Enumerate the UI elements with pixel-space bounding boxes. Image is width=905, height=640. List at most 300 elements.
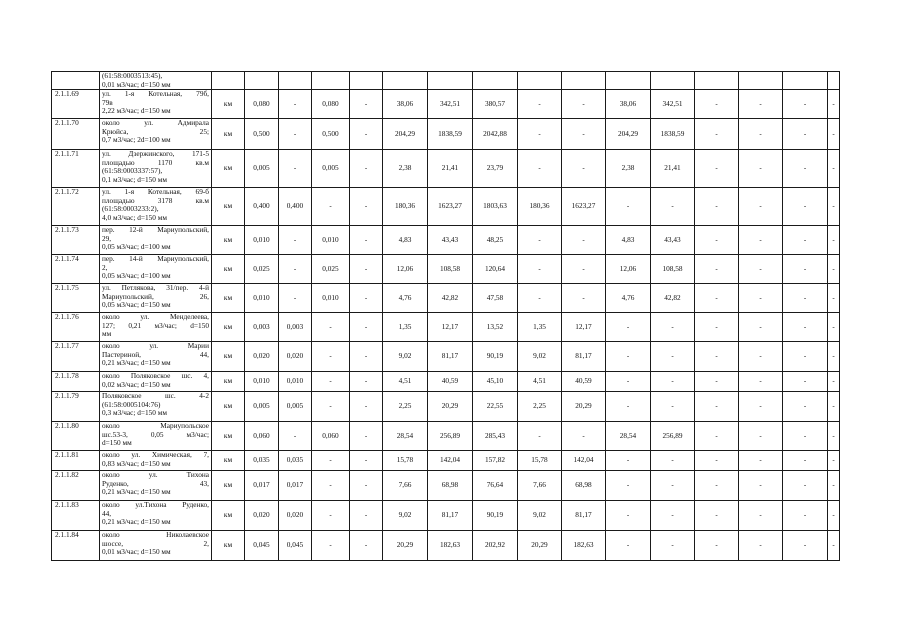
row-value-cell: 0,060 [312,422,350,451]
row-value-cell: - [783,90,828,119]
row-code-cell: 2.1.1.84 [52,531,100,561]
row-value-cell: - [695,372,739,392]
row-value-cell: - [783,501,828,531]
row-value-cell: - [739,451,783,471]
row-value-cell: - [651,342,695,372]
row-value-cell: 0,025 [312,255,350,284]
row-value-cell: - [828,90,840,119]
description-line: 0,3 м3/час; d=150 мм [102,408,168,418]
row-value-cell: - [518,255,562,284]
row-value-cell: 0,500 [245,119,279,150]
row-value-cell: 2,38 [383,150,428,188]
row-value-cell: - [312,392,350,422]
row-value-cell: - [739,226,783,255]
row-code-cell: 2.1.1.73 [52,226,100,255]
row-value-cell: 180,36 [518,188,562,226]
row-value-cell: - [606,392,651,422]
row-value-cell: 0,010 [245,226,279,255]
row-value-cell [312,72,350,90]
row-value-cell: - [828,119,840,150]
description-line: 2,22 м3/час; d=150 мм [102,106,171,116]
row-value-cell: км [212,90,245,119]
row-value-cell: - [695,284,739,313]
row-value-cell: 0,045 [245,531,279,561]
row-value-cell: - [783,392,828,422]
description-line: около Николаевское [102,530,209,540]
row-value-cell: 182,63 [562,531,606,561]
description-line: 44, [102,508,112,518]
row-value-cell [350,72,383,90]
row-value-cell: 204,29 [606,119,651,150]
row-description-cell [100,284,212,313]
table-row [52,150,840,188]
row-value-cell: 0,010 [312,284,350,313]
row-value-cell: 342,51 [428,90,473,119]
row-value-cell: - [312,313,350,342]
row-value-cell: - [651,188,695,226]
row-value-cell: - [312,188,350,226]
row-value-cell: 9,02 [518,501,562,531]
row-value-cell: - [312,451,350,471]
row-value-cell: 15,78 [383,451,428,471]
row-value-cell: 20,29 [383,531,428,561]
row-description-cell [100,501,212,531]
row-value-cell: 4,76 [606,284,651,313]
description-line: площадью 3178 кв.м [102,195,209,205]
description-line: 127; 0,21 м3/час; d=150 [102,320,209,330]
row-value-cell: - [783,422,828,451]
description-line: 0,1 м3/час; d=150 мм [102,174,168,184]
row-value-cell: - [350,119,383,150]
row-value-cell: - [695,501,739,531]
row-value-cell: км [212,150,245,188]
row-value-cell [212,72,245,90]
description-line: площадью 1170 кв.м [102,157,209,167]
row-value-cell: 142,04 [428,451,473,471]
row-value-cell: - [350,255,383,284]
row-value-cell: - [739,150,783,188]
row-value-cell: 0,035 [245,451,279,471]
table-row [52,119,840,150]
row-value-cell: 0,010 [245,372,279,392]
table-row [52,531,840,561]
row-value-cell [383,72,428,90]
row-value-cell: - [350,392,383,422]
row-value-cell: км [212,226,245,255]
row-code-cell [52,72,100,90]
row-value-cell: 40,59 [562,372,606,392]
row-value-cell [428,72,473,90]
description-line: ул. 1-я Котельная, 69-б [102,187,209,197]
row-value-cell: - [739,422,783,451]
row-value-cell: - [828,531,840,561]
table-row [52,392,840,422]
row-code-cell: 2.1.1.83 [52,501,100,531]
row-value-cell: - [350,501,383,531]
row-value-cell [651,72,695,90]
row-value-cell: 7,66 [383,471,428,501]
description-line: d=150 мм [102,438,132,448]
row-value-cell: - [695,90,739,119]
row-value-cell: - [606,342,651,372]
row-value-cell: - [518,119,562,150]
description-line: (61:58:0003513:45), [102,71,163,80]
row-value-cell: 20,29 [562,392,606,422]
row-value-cell: 0,010 [279,372,312,392]
description-line: 79в [102,97,113,107]
row-value-cell: - [562,255,606,284]
row-value-cell: 1,35 [518,313,562,342]
row-value-cell: - [606,471,651,501]
row-value-cell: км [212,188,245,226]
row-value-cell: - [828,392,840,422]
data-table [51,71,840,561]
row-value-cell: - [606,531,651,561]
description-line: 0,83 м3/час; d=150 мм [102,458,171,468]
row-value-cell: 23,79 [473,150,518,188]
row-code-cell: 2.1.1.82 [52,471,100,501]
row-value-cell: - [279,150,312,188]
row-value-cell: - [783,150,828,188]
description-line: шс.53-3, 0,05 м3/час; [102,429,209,439]
row-value-cell: 1623,27 [562,188,606,226]
row-value-cell: - [695,451,739,471]
row-value-cell [245,72,279,90]
row-value-cell: 7,66 [518,471,562,501]
row-code-cell: 2.1.1.77 [52,342,100,372]
table-row [52,501,840,531]
row-value-cell: 0,400 [279,188,312,226]
row-value-cell: - [606,372,651,392]
row-value-cell: 108,58 [651,255,695,284]
row-value-cell: - [350,284,383,313]
row-value-cell: - [312,531,350,561]
row-value-cell: 22,55 [473,392,518,422]
row-value-cell: 120,64 [473,255,518,284]
row-value-cell: 45,10 [473,372,518,392]
description-line: Поляковское шс. 4-2 [102,391,209,401]
row-value-cell: 285,43 [473,422,518,451]
row-value-cell: 12,06 [383,255,428,284]
row-value-cell: - [739,531,783,561]
row-value-cell: 1623,27 [428,188,473,226]
row-value-cell: - [606,501,651,531]
description-line: 0,05 м3/час; d=150 мм [102,300,171,310]
row-value-cell: - [562,422,606,451]
row-value-cell: - [783,313,828,342]
row-value-cell: 47,58 [473,284,518,313]
row-value-cell: 2,38 [606,150,651,188]
row-value-cell: - [828,342,840,372]
table-row [52,284,840,313]
row-value-cell: 157,82 [473,451,518,471]
row-code-cell: 2.1.1.72 [52,188,100,226]
row-value-cell: 4,83 [606,226,651,255]
row-value-cell: 9,02 [383,501,428,531]
table-row [52,90,840,119]
row-description-cell [100,531,212,561]
row-value-cell: - [651,451,695,471]
row-value-cell: 43,43 [428,226,473,255]
row-description-cell [100,72,212,90]
row-value-cell: 15,78 [518,451,562,471]
row-value-cell: - [695,342,739,372]
description-line: 29, [102,233,112,243]
row-value-cell: км [212,501,245,531]
row-value-cell: - [350,150,383,188]
row-value-cell: - [350,531,383,561]
description-line: Крюйса, 25; [102,126,209,136]
row-value-cell: - [695,531,739,561]
row-value-cell: 1803,63 [473,188,518,226]
row-value-cell: - [739,255,783,284]
row-value-cell: - [350,422,383,451]
description-line: (61:58:0003233:2), [102,204,159,214]
row-value-cell: - [651,531,695,561]
row-value-cell: - [739,119,783,150]
row-value-cell: км [212,451,245,471]
description-line: около ул.Тихона Руденко, [102,500,209,510]
row-value-cell: 108,58 [428,255,473,284]
row-value-cell: - [828,501,840,531]
row-description-cell [100,188,212,226]
row-value-cell [783,72,828,90]
row-value-cell: 256,89 [651,422,695,451]
row-code-cell: 2.1.1.81 [52,451,100,471]
row-description-cell [100,150,212,188]
description-line: шоссе, 2, [102,538,209,548]
description-line: 0,21 м3/час; d=150 мм [102,517,171,527]
row-value-cell: 81,17 [562,342,606,372]
row-description-cell [100,255,212,284]
row-value-cell: 12,17 [428,313,473,342]
table-row [52,422,840,451]
row-value-cell: 81,17 [428,342,473,372]
row-value-cell: 0,020 [245,342,279,372]
row-value-cell: - [312,342,350,372]
row-value-cell: - [739,471,783,501]
row-value-cell: - [783,226,828,255]
row-value-cell: 204,29 [383,119,428,150]
row-value-cell: - [350,451,383,471]
row-value-cell: - [562,226,606,255]
row-value-cell: 13,52 [473,313,518,342]
row-value-cell: 0,020 [279,501,312,531]
row-code-cell: 2.1.1.80 [52,422,100,451]
row-value-cell: - [695,255,739,284]
row-value-cell: - [695,313,739,342]
row-value-cell: - [312,471,350,501]
row-code-cell: 2.1.1.75 [52,284,100,313]
row-value-cell [562,72,606,90]
row-value-cell: км [212,313,245,342]
row-value-cell: 0,003 [245,313,279,342]
row-value-cell: - [828,284,840,313]
row-value-cell: - [828,226,840,255]
row-value-cell: 90,19 [473,342,518,372]
row-value-cell: 68,98 [428,471,473,501]
table-row [52,226,840,255]
row-value-cell: 0,400 [245,188,279,226]
row-description-cell [100,422,212,451]
description-line: Руденко, 43, [102,478,209,488]
description-line: 0,01 м3/час; d=150 мм [102,79,171,89]
row-value-cell: 202,92 [473,531,518,561]
row-value-cell: 0,010 [312,226,350,255]
row-value-cell: - [562,284,606,313]
row-value-cell: 0,005 [312,150,350,188]
row-value-cell: - [279,284,312,313]
row-value-cell: - [518,422,562,451]
row-value-cell [518,72,562,90]
row-value-cell: 1838,59 [428,119,473,150]
description-line: 0,05 м3/час; d=100 мм [102,242,171,252]
row-value-cell: 182,63 [428,531,473,561]
description-line: ул. Дзержинского, 171-5 [102,149,209,159]
row-value-cell: - [783,451,828,471]
row-value-cell: - [279,90,312,119]
row-value-cell: 4,76 [383,284,428,313]
row-value-cell: 0,045 [279,531,312,561]
description-line: пер. 14-й Мариупольский, [102,254,209,264]
row-value-cell: - [739,342,783,372]
row-value-cell: 20,29 [428,392,473,422]
description-line: около ул. Тихона [102,470,209,480]
row-value-cell: 0,500 [312,119,350,150]
description-line: около ул. Марии [102,341,209,351]
row-value-cell: - [350,90,383,119]
row-value-cell: - [562,150,606,188]
row-value-cell: 42,82 [651,284,695,313]
row-value-cell: - [279,422,312,451]
description-line: 0,05 м3/час; d=100 мм [102,271,171,281]
row-value-cell: - [783,284,828,313]
row-value-cell: - [695,471,739,501]
row-value-cell: 0,080 [245,90,279,119]
row-value-cell: км [212,531,245,561]
row-value-cell: км [212,119,245,150]
row-value-cell: 40,59 [428,372,473,392]
row-code-cell: 2.1.1.76 [52,313,100,342]
description-line: около ул. Химическая, 7, [102,450,209,460]
row-value-cell [695,72,739,90]
row-value-cell: 0,003 [279,313,312,342]
description-line: (61:58:0005104:76) [102,399,161,409]
table-row [52,188,840,226]
row-code-cell: 2.1.1.78 [52,372,100,392]
row-value-cell: - [783,531,828,561]
row-value-cell: - [695,188,739,226]
row-value-cell: - [783,188,828,226]
row-value-cell: - [828,150,840,188]
description-line: Пастериной, 44, [102,349,209,359]
row-value-cell: км [212,255,245,284]
row-value-cell: - [350,188,383,226]
row-value-cell [828,72,840,90]
row-value-cell: - [651,313,695,342]
row-value-cell: 48,25 [473,226,518,255]
row-value-cell: 0,005 [279,392,312,422]
row-value-cell: - [651,392,695,422]
row-value-cell: - [739,372,783,392]
description-line: Мариупольский, 26, [102,291,209,301]
row-value-cell: 0,005 [245,392,279,422]
row-value-cell: - [828,313,840,342]
row-value-cell: 12,06 [606,255,651,284]
row-value-cell: 90,19 [473,501,518,531]
description-line: 0,02 м3/час; d=150 мм [102,379,171,389]
row-value-cell: км [212,284,245,313]
row-value-cell: 0,017 [245,471,279,501]
row-value-cell: 0,005 [245,150,279,188]
row-value-cell: - [739,501,783,531]
description-line: около Мариупольское [102,421,209,431]
row-value-cell: 256,89 [428,422,473,451]
row-value-cell: 180,36 [383,188,428,226]
row-value-cell: - [312,501,350,531]
table-row [52,372,840,392]
row-value-cell: 0,020 [279,342,312,372]
row-description-cell [100,313,212,342]
row-value-cell: км [212,342,245,372]
description-line: 0,21 м3/час; d=150 мм [102,487,171,497]
description-line: 0,7 м3/час; 2d=100 мм [102,135,171,145]
row-value-cell: - [606,313,651,342]
row-value-cell [279,72,312,90]
description-line: ул. Петлякова, 31/пер. 4-й [102,283,209,293]
table-row [52,471,840,501]
row-value-cell: км [212,471,245,501]
row-value-cell: 9,02 [518,342,562,372]
row-value-cell: 1838,59 [651,119,695,150]
row-value-cell: 0,020 [245,501,279,531]
row-value-cell: - [739,188,783,226]
row-value-cell: - [695,150,739,188]
description-line: 0,01 м3/час; d=150 мм [102,547,171,557]
row-value-cell: - [350,372,383,392]
row-value-cell: 1,35 [383,313,428,342]
row-value-cell [473,72,518,90]
row-value-cell: 0,035 [279,451,312,471]
row-description-cell [100,226,212,255]
row-value-cell: - [783,255,828,284]
description-line: 2, [102,262,108,272]
row-value-cell: 342,51 [651,90,695,119]
row-value-cell: - [279,255,312,284]
row-value-cell: 9,02 [383,342,428,372]
table-row [52,72,840,90]
row-value-cell: - [739,284,783,313]
row-value-cell: - [828,372,840,392]
row-description-cell [100,90,212,119]
table-row [52,451,840,471]
row-value-cell: - [651,372,695,392]
row-value-cell: 0,017 [279,471,312,501]
row-value-cell: 76,64 [473,471,518,501]
row-value-cell: - [695,119,739,150]
description-line: 0,21 м3/час; d=150 мм [102,358,171,368]
row-value-cell: - [279,119,312,150]
row-value-cell: - [695,392,739,422]
description-line: 4,0 м3/час; d=150 мм [102,212,168,222]
row-value-cell: - [279,226,312,255]
row-value-cell: - [312,372,350,392]
row-value-cell: - [695,422,739,451]
row-value-cell: - [562,119,606,150]
row-value-cell: - [350,226,383,255]
row-value-cell: - [828,188,840,226]
description-line: около ул. Менделеева, [102,312,209,322]
